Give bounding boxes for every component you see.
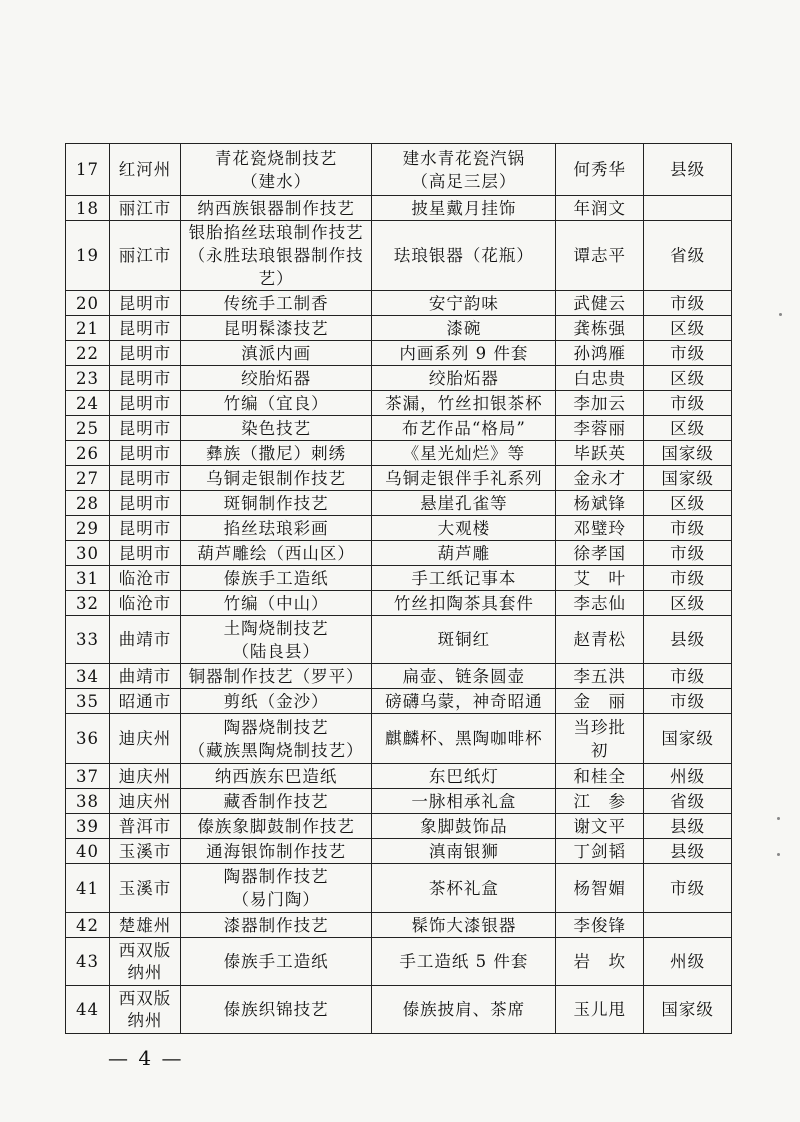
craft-cell — [181, 466, 372, 491]
work-cell-line: 手工造纸 5 件套 — [399, 952, 529, 971]
row-number: 38 — [66, 789, 110, 814]
work-cell — [372, 516, 556, 541]
maker-cell-line: 年润文 — [573, 198, 626, 218]
work-cell-line: 乌铜走银伴手礼系列 — [385, 468, 543, 488]
table-row — [66, 566, 732, 591]
work-cell — [372, 416, 556, 441]
work-cell — [372, 341, 556, 366]
work-cell — [372, 541, 556, 566]
region-cell: 红河州 — [109, 144, 180, 196]
work-cell — [372, 391, 556, 416]
maker-cell — [556, 839, 644, 864]
work-cell — [372, 764, 556, 789]
region-cell: 西双版纳州 — [109, 938, 180, 986]
maker-cell-line: 邓璧玲 — [573, 518, 626, 538]
maker-cell-line: 李志仙 — [573, 593, 626, 613]
craft-cell — [181, 416, 372, 441]
maker-cell-line: 杨智媚 — [573, 878, 626, 898]
table-row — [66, 764, 732, 789]
craft-cell-line: 土陶烧制技艺 — [223, 618, 329, 638]
scan-speck — [777, 853, 780, 856]
work-cell-line: 一脉相承礼盒 — [411, 791, 517, 811]
craft-cell — [181, 913, 372, 938]
work-cell — [372, 839, 556, 864]
craft-cell — [181, 516, 372, 541]
work-cell — [372, 864, 556, 913]
level-cell: 县级 — [644, 616, 732, 664]
craft-cell-line: 银胎掐丝珐琅制作技艺 — [188, 223, 364, 242]
maker-cell — [556, 864, 644, 913]
maker-cell — [556, 714, 644, 764]
level-cell: 区级 — [644, 316, 732, 341]
level-cell: 区级 — [644, 591, 732, 616]
craft-cell-line: 铜器制作技艺（罗平） — [188, 666, 364, 686]
maker-cell-line: 金 丽 — [573, 691, 626, 711]
level-cell — [644, 913, 732, 938]
work-cell — [372, 144, 556, 196]
maker-cell-line: 龚栋强 — [573, 318, 626, 338]
maker-cell — [556, 591, 644, 616]
craft-cell — [181, 814, 372, 839]
region-cell: 昆明市 — [109, 541, 180, 566]
work-cell-line: 悬崖孔雀等 — [420, 493, 508, 513]
maker-cell — [556, 316, 644, 341]
row-number: 30 — [66, 541, 110, 566]
maker-cell-line: 毕跃英 — [573, 443, 626, 463]
region-cell: 普洱市 — [109, 814, 180, 839]
work-cell — [372, 938, 556, 986]
region-cell: 昭通市 — [109, 689, 180, 714]
craft-cell-line: 青花瓷烧制技艺 — [214, 148, 338, 168]
level-cell: 市级 — [644, 391, 732, 416]
region-cell: 丽江市 — [109, 221, 180, 291]
maker-cell — [556, 566, 644, 591]
scan-speck — [777, 817, 780, 820]
maker-cell — [556, 541, 644, 566]
craft-cell — [181, 938, 372, 986]
region-cell: 昆明市 — [109, 391, 180, 416]
maker-cell-line: 和桂全 — [573, 766, 626, 786]
level-cell: 国家级 — [644, 714, 732, 764]
region-cell: 丽江市 — [109, 196, 180, 221]
row-number: 26 — [66, 441, 110, 466]
maker-cell-line: 金永才 — [573, 468, 626, 488]
maker-cell-line: 岩 坎 — [573, 952, 626, 971]
work-cell-line: 麒麟杯、黑陶咖啡杯 — [385, 729, 543, 748]
maker-cell — [556, 466, 644, 491]
work-cell-line: 象脚鼓饰品 — [420, 816, 508, 836]
maker-cell — [556, 391, 644, 416]
work-cell-line: 磅礴乌蒙，神奇昭通 — [385, 691, 543, 711]
level-cell: 省级 — [644, 221, 732, 291]
craft-cell — [181, 616, 372, 664]
level-cell: 区级 — [644, 416, 732, 441]
craft-cell-line: 乌铜走银制作技艺 — [206, 468, 347, 488]
region-cell: 临沧市 — [109, 566, 180, 591]
craft-cell-line: 纳西族银器制作技艺 — [197, 198, 355, 218]
craft-cell-line: 傣族象脚鼓制作技艺 — [197, 816, 355, 836]
craft-cell — [181, 789, 372, 814]
level-cell: 区级 — [644, 491, 732, 516]
table-row — [66, 441, 732, 466]
row-number: 21 — [66, 316, 110, 341]
craft-cell-line: 绞胎炻器 — [241, 368, 312, 388]
maker-cell-line: 艾 叶 — [573, 568, 626, 588]
level-cell: 国家级 — [644, 986, 732, 1034]
table-row — [66, 714, 732, 764]
row-number: 33 — [66, 616, 110, 664]
level-cell: 市级 — [644, 291, 732, 316]
work-cell-line: 竹丝扣陶茶具套件 — [393, 593, 534, 613]
table-row — [66, 541, 732, 566]
craft-cell — [181, 689, 372, 714]
work-cell-line: 手工纸记事本 — [411, 568, 517, 588]
table-row — [66, 291, 732, 316]
region-cell: 迪庆州 — [109, 789, 180, 814]
work-cell — [372, 466, 556, 491]
craft-cell — [181, 316, 372, 341]
maker-cell — [556, 938, 644, 986]
work-cell — [372, 714, 556, 764]
row-number: 24 — [66, 391, 110, 416]
work-cell — [372, 291, 556, 316]
region-cell: 昆明市 — [109, 341, 180, 366]
table-row — [66, 491, 732, 516]
craft-cell — [181, 566, 372, 591]
level-cell — [644, 196, 732, 221]
region-cell: 昆明市 — [109, 516, 180, 541]
table-row — [66, 516, 732, 541]
row-number: 19 — [66, 221, 110, 291]
work-cell-line: 内画系列 9 件套 — [399, 343, 529, 363]
table-row — [66, 591, 732, 616]
level-cell: 区级 — [644, 366, 732, 391]
region-cell: 昆明市 — [109, 441, 180, 466]
work-cell — [372, 196, 556, 221]
scan-speck — [779, 313, 782, 316]
work-cell-line: 大观楼 — [437, 518, 491, 538]
maker-cell — [556, 664, 644, 689]
work-cell — [372, 789, 556, 814]
table-row — [66, 616, 732, 664]
maker-cell-line: 李加云 — [573, 393, 626, 413]
row-number: 27 — [66, 466, 110, 491]
work-cell-line: 葫芦雕 — [437, 543, 491, 563]
craft-cell-line: （藏族黑陶烧制技艺） — [188, 740, 364, 760]
row-number: 43 — [66, 938, 110, 986]
level-cell: 市级 — [644, 541, 732, 566]
table-row — [66, 366, 732, 391]
level-cell: 市级 — [644, 664, 732, 689]
maker-cell-line: 徐孝国 — [573, 543, 626, 563]
region-cell: 昆明市 — [109, 466, 180, 491]
craft-cell-line: 纳西族东巴造纸 — [214, 766, 338, 786]
work-cell-line: 布艺作品“格局” — [401, 418, 526, 438]
craft-cell-line: 傣族织锦技艺 — [223, 1000, 329, 1019]
maker-cell — [556, 341, 644, 366]
work-cell — [372, 664, 556, 689]
maker-cell-line: 当珍批 — [573, 717, 626, 737]
craft-cell-line: 藏香制作技艺 — [223, 791, 329, 811]
table-row — [66, 144, 732, 196]
work-cell — [372, 491, 556, 516]
row-number: 37 — [66, 764, 110, 789]
table-row — [66, 316, 732, 341]
region-cell: 昆明市 — [109, 366, 180, 391]
level-cell: 州级 — [644, 938, 732, 986]
craft-cell — [181, 366, 372, 391]
level-cell: 县级 — [644, 839, 732, 864]
maker-cell — [556, 789, 644, 814]
craft-cell — [181, 441, 372, 466]
craft-cell — [181, 221, 372, 291]
craft-cell — [181, 839, 372, 864]
row-number: 20 — [66, 291, 110, 316]
work-cell — [372, 591, 556, 616]
work-cell-line: 绞胎炻器 — [428, 368, 499, 388]
maker-cell — [556, 913, 644, 938]
maker-cell — [556, 516, 644, 541]
maker-cell — [556, 689, 644, 714]
table-row — [66, 864, 732, 913]
table-row — [66, 814, 732, 839]
level-cell: 市级 — [644, 341, 732, 366]
craft-cell — [181, 541, 372, 566]
craft-cell-line: 通海银饰制作技艺 — [206, 841, 347, 861]
region-cell: 西双版纳州 — [109, 986, 180, 1034]
work-cell-line: 斑铜红 — [437, 630, 491, 649]
maker-cell-line: 江 参 — [573, 791, 626, 811]
work-cell-line: 《星光灿烂》等 — [402, 443, 526, 463]
work-cell-line: 珐琅银器（花瓶） — [393, 246, 534, 265]
maker-cell-line: 武健云 — [573, 293, 626, 313]
craft-cell — [181, 144, 372, 196]
craft-cell — [181, 491, 372, 516]
craft-cell-line: 昆明髹漆技艺 — [223, 318, 329, 338]
craft-cell — [181, 864, 372, 913]
region-cell: 昆明市 — [109, 291, 180, 316]
craft-cell — [181, 341, 372, 366]
work-cell — [372, 814, 556, 839]
level-cell: 市级 — [644, 516, 732, 541]
craft-cell — [181, 591, 372, 616]
work-cell — [372, 221, 556, 291]
work-cell-line: （高足三层） — [411, 171, 517, 191]
maker-cell — [556, 986, 644, 1034]
maker-cell-line: 玉儿甩 — [573, 1000, 626, 1019]
work-cell — [372, 689, 556, 714]
maker-cell-line: 赵青松 — [573, 630, 626, 649]
level-cell: 省级 — [644, 789, 732, 814]
maker-cell — [556, 616, 644, 664]
craft-cell-line: 斑铜制作技艺 — [223, 493, 329, 513]
work-cell — [372, 566, 556, 591]
craft-cell-line: 掐丝珐琅彩画 — [223, 518, 329, 538]
row-number: 34 — [66, 664, 110, 689]
craft-cell — [181, 291, 372, 316]
maker-cell-line: 丁剑韬 — [573, 841, 626, 861]
maker-cell — [556, 221, 644, 291]
row-number: 41 — [66, 864, 110, 913]
craft-cell-line: （易门陶） — [232, 890, 320, 909]
level-cell: 州级 — [644, 764, 732, 789]
craft-cell — [181, 391, 372, 416]
maker-cell-line: 孙鸿雁 — [573, 343, 626, 363]
work-cell-line: 傣族披肩、茶席 — [402, 1000, 526, 1019]
row-number: 40 — [66, 839, 110, 864]
craft-cell-line: （建水） — [241, 171, 312, 191]
work-cell — [372, 316, 556, 341]
row-number: 25 — [66, 416, 110, 441]
level-cell: 市级 — [644, 566, 732, 591]
row-number: 35 — [66, 689, 110, 714]
work-cell-line: 披星戴月挂饰 — [411, 198, 517, 218]
work-cell-line: 安宁韵味 — [428, 293, 499, 313]
level-cell: 县级 — [644, 144, 732, 196]
work-cell-line: 漆碗 — [446, 318, 482, 338]
row-number: 17 — [66, 144, 110, 196]
craft-cell-line: 陶器制作技艺 — [223, 867, 329, 886]
row-number: 18 — [66, 196, 110, 221]
table-row — [66, 664, 732, 689]
work-cell — [372, 366, 556, 391]
work-cell-line: 茶漏，竹丝扣银茶杯 — [385, 393, 543, 413]
maker-cell-line: 白忠贵 — [573, 368, 626, 388]
craft-cell-line: （陆良县） — [232, 641, 320, 661]
work-cell-line: 滇南银狮 — [428, 841, 499, 861]
row-number: 39 — [66, 814, 110, 839]
maker-cell-line: 谭志平 — [573, 246, 626, 265]
maker-cell — [556, 144, 644, 196]
maker-cell — [556, 441, 644, 466]
table-row — [66, 839, 732, 864]
maker-cell — [556, 291, 644, 316]
region-cell: 昆明市 — [109, 316, 180, 341]
work-cell — [372, 913, 556, 938]
region-cell: 昆明市 — [109, 416, 180, 441]
craft-cell — [181, 196, 372, 221]
maker-cell-line: 谢文平 — [573, 816, 626, 836]
craft-cell-line: 陶器烧制技艺 — [223, 717, 329, 737]
table-row — [66, 341, 732, 366]
table-row — [66, 938, 732, 986]
craft-cell-line: 滇派内画 — [241, 343, 312, 363]
row-number: 29 — [66, 516, 110, 541]
table-row — [66, 913, 732, 938]
maker-cell — [556, 366, 644, 391]
row-number: 23 — [66, 366, 110, 391]
craft-cell-line: 竹编（宜良） — [223, 393, 329, 413]
craft-cell-line: 葫芦雕绘（西山区） — [197, 543, 355, 563]
work-cell-line: 茶杯礼盒 — [428, 878, 499, 898]
table-row — [66, 221, 732, 291]
craft-cell-line: 传统手工制香 — [223, 293, 329, 313]
table-row — [66, 986, 732, 1034]
level-cell: 县级 — [644, 814, 732, 839]
craft-cell — [181, 986, 372, 1034]
maker-cell-line: 初 — [590, 740, 609, 760]
row-number: 36 — [66, 714, 110, 764]
maker-cell-line: 李五洪 — [573, 666, 626, 686]
row-number: 31 — [66, 566, 110, 591]
craft-cell-line: 傣族手工造纸 — [223, 952, 329, 971]
craft-cell-line: 彝族（撒尼）刺绣 — [206, 443, 347, 463]
work-cell-line: 建水青花瓷汽锅 — [402, 148, 526, 168]
craft-cell — [181, 664, 372, 689]
work-cell-line: 髹饰大漆银器 — [411, 915, 517, 935]
table-row — [66, 391, 732, 416]
row-number: 22 — [66, 341, 110, 366]
heritage-products-table — [65, 143, 732, 1034]
work-cell-line: 扁壶、链条圆壶 — [402, 666, 526, 686]
row-number: 32 — [66, 591, 110, 616]
craft-cell-line: 染色技艺 — [241, 418, 312, 438]
table-body — [66, 144, 732, 1034]
region-cell: 曲靖市 — [109, 664, 180, 689]
work-cell — [372, 986, 556, 1034]
maker-cell-line: 杨斌锋 — [573, 493, 626, 513]
craft-cell — [181, 764, 372, 789]
maker-cell-line: 李蓉丽 — [573, 418, 626, 438]
region-cell: 玉溪市 — [109, 864, 180, 913]
region-cell: 曲靖市 — [109, 616, 180, 664]
level-cell: 国家级 — [644, 466, 732, 491]
page-number: — 4 — — [108, 1046, 184, 1070]
row-number: 28 — [66, 491, 110, 516]
region-cell: 昆明市 — [109, 491, 180, 516]
table-row — [66, 416, 732, 441]
table-row — [66, 466, 732, 491]
craft-cell — [181, 714, 372, 764]
craft-cell-line: 傣族手工造纸 — [223, 568, 329, 588]
table-row — [66, 789, 732, 814]
work-cell — [372, 441, 556, 466]
work-cell-line: 东巴纸灯 — [428, 766, 499, 786]
craft-cell-line: （永胜珐琅银器制作技艺） — [188, 246, 364, 288]
maker-cell — [556, 416, 644, 441]
maker-cell-line: 李俊锋 — [573, 915, 626, 935]
craft-cell-line: 剪纸（金沙） — [223, 691, 329, 711]
region-cell: 玉溪市 — [109, 839, 180, 864]
table-row — [66, 689, 732, 714]
maker-cell — [556, 491, 644, 516]
level-cell: 市级 — [644, 689, 732, 714]
maker-cell-line: 何秀华 — [573, 160, 626, 179]
work-cell — [372, 616, 556, 664]
craft-cell-line: 竹编（中山） — [223, 593, 329, 613]
maker-cell — [556, 814, 644, 839]
maker-cell — [556, 196, 644, 221]
maker-cell — [556, 764, 644, 789]
table-row — [66, 196, 732, 221]
row-number: 44 — [66, 986, 110, 1034]
row-number: 42 — [66, 913, 110, 938]
craft-cell-line: 漆器制作技艺 — [223, 915, 329, 935]
region-cell: 迪庆州 — [109, 714, 180, 764]
region-cell: 楚雄州 — [109, 913, 180, 938]
region-cell: 迪庆州 — [109, 764, 180, 789]
level-cell: 市级 — [644, 864, 732, 913]
level-cell: 国家级 — [644, 441, 732, 466]
region-cell: 临沧市 — [109, 591, 180, 616]
